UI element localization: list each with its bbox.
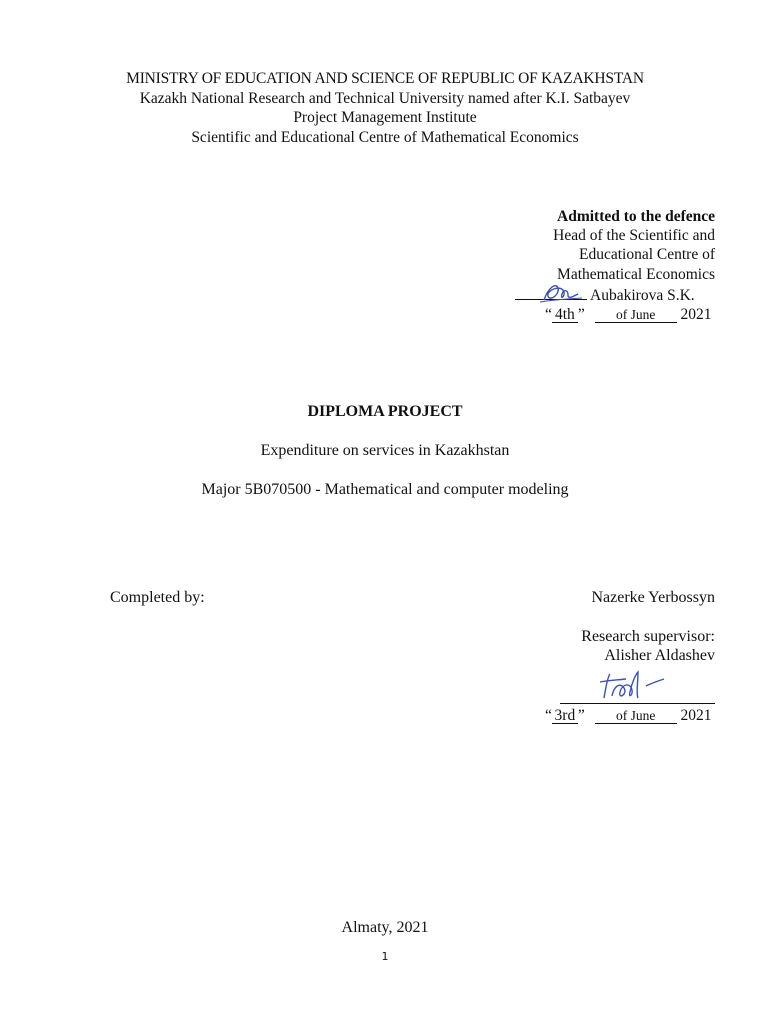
admission-position-line1: Head of the Scientific and <box>553 227 715 244</box>
university-line: Kazakh National Research and Technical University named after K.I. Satbayev <box>139 90 631 107</box>
student-name: Nazerke Yerbossyn <box>591 589 715 606</box>
admission-position-line2: Educational Centre of <box>578 246 715 263</box>
place-and-year: Almaty, 2021 <box>341 919 429 936</box>
completion-year: 2021 <box>680 707 712 724</box>
admission-date: “ 4th ” of June 2021 <box>545 306 712 323</box>
completed-by-label: Completed by: <box>110 589 205 606</box>
completion-date: “ 3rd ” of June 2021 <box>545 707 712 724</box>
institute-line: Project Management Institute <box>293 109 477 126</box>
supervisor-name: Alisher Aldashev <box>604 647 715 664</box>
project-topic: Expenditure on services in Kazakhstan <box>260 442 510 459</box>
supervisor-signature-image <box>596 668 668 708</box>
completion-day: 3rd <box>552 708 578 724</box>
project-type: DIPLOMA PROJECT <box>307 403 463 420</box>
completion-month: of June <box>595 708 677 724</box>
admission-title: Admitted to the defence <box>557 208 715 225</box>
page-number: 1 <box>381 950 389 963</box>
admission-signer: Aubakirova S.K. <box>590 287 695 304</box>
admission-month: of June <box>595 307 677 323</box>
admission-year: 2021 <box>680 306 712 323</box>
admission-position-line3: Mathematical Economics <box>557 266 715 283</box>
ministry-line: MINISTRY OF EDUCATION AND SCIENCE OF REPUBLIC OF KAZAKHSTAN <box>126 70 644 87</box>
project-major: Major 5B070500 - Mathematical and computer modeling <box>201 481 569 498</box>
supervisor-label: Research supervisor: <box>581 628 715 645</box>
admission-day: 4th <box>552 307 578 323</box>
admission-signature-image <box>538 278 586 308</box>
centre-line: Scientific and Educational Centre of Mathematical Economics <box>191 129 579 146</box>
